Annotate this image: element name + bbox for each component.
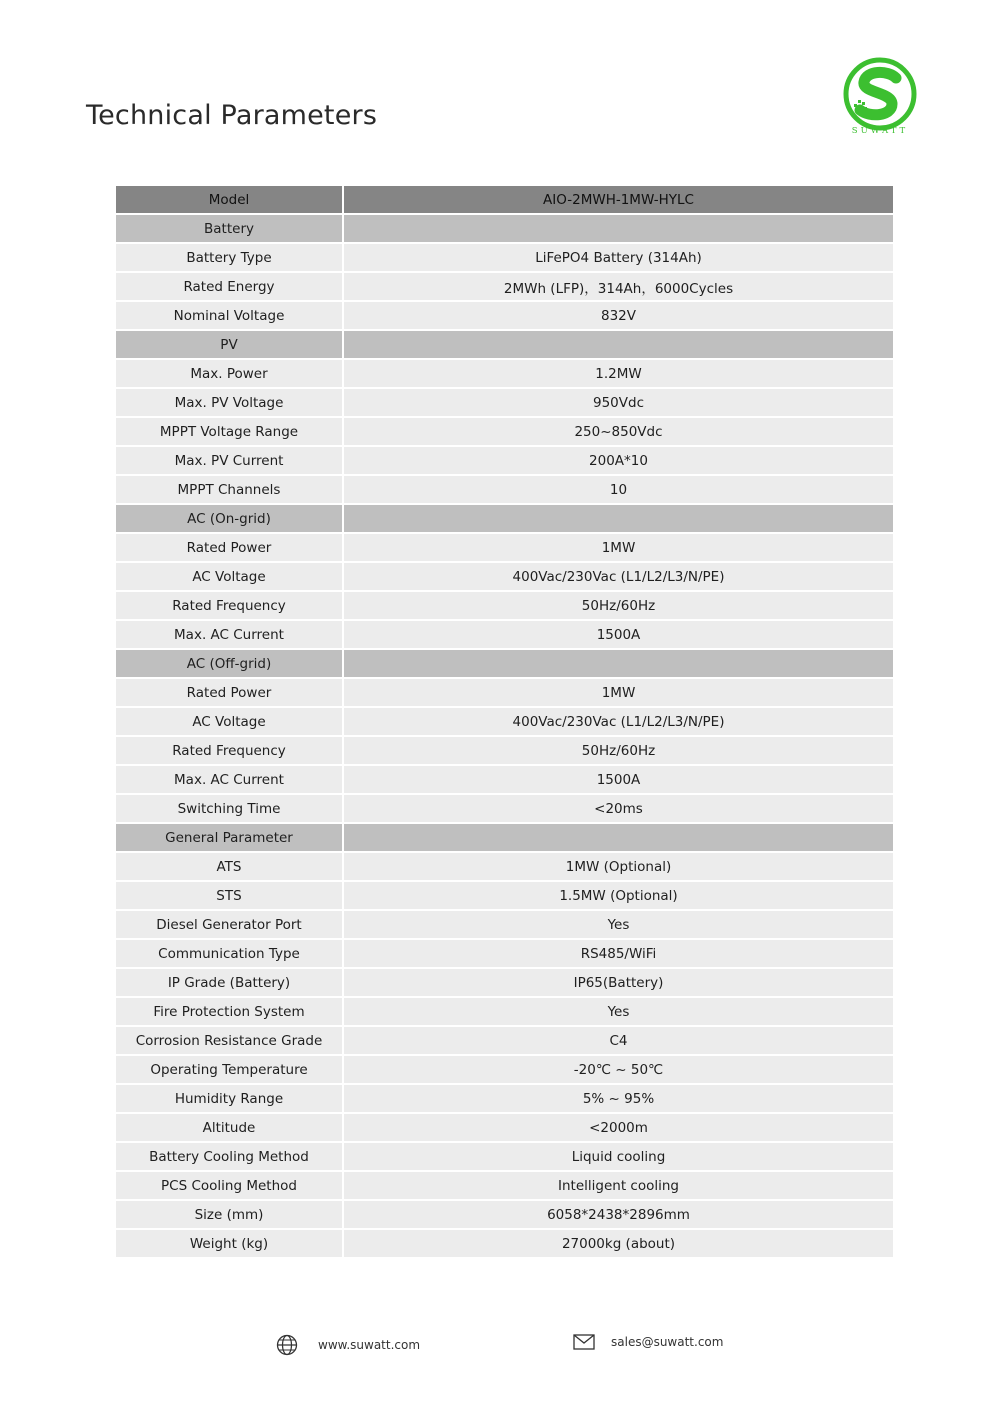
parameter-value: RS485/WiFi [344, 940, 893, 967]
table-row [116, 998, 893, 1025]
table-row [116, 360, 893, 387]
parameter-value: IP65(Battery) [344, 969, 893, 996]
parameter-label: Corrosion Resistance Grade [116, 1027, 342, 1054]
table-row [116, 1172, 893, 1199]
table-row [116, 969, 893, 996]
parameter-value: C4 [344, 1027, 893, 1054]
parameter-value: 400Vac/230Vac (L1/L2/L3/N/PE) [344, 708, 893, 735]
table-row [116, 447, 893, 474]
parameter-value [344, 824, 893, 851]
spec-table [116, 186, 893, 1259]
page-title: Technical Parameters [86, 100, 378, 131]
parameter-label: Operating Temperature [116, 1056, 342, 1083]
parameter-value: 5% ~ 95% [344, 1085, 893, 1112]
table-row [116, 476, 893, 503]
parameter-label: Diesel Generator Port [116, 911, 342, 938]
parameter-label: MPPT Channels [116, 476, 342, 503]
table-row [116, 389, 893, 416]
table-row [116, 853, 893, 880]
parameter-label: Rated Frequency [116, 592, 342, 619]
parameter-value: 1.2MW [344, 360, 893, 387]
parameter-value: 1500A [344, 766, 893, 793]
logo-wordmark: SUWATT [851, 126, 909, 136]
parameter-label: Nominal Voltage [116, 302, 342, 329]
parameter-value: <2000m [344, 1114, 893, 1141]
table-row [116, 1143, 893, 1170]
parameter-value: 6058*2438*2896mm [344, 1201, 893, 1228]
parameter-value: 1MW (Optional) [344, 853, 893, 880]
footer-website[interactable] [276, 1334, 420, 1356]
parameter-value: 250~850Vdc [344, 418, 893, 445]
table-row [116, 1056, 893, 1083]
parameter-value: Yes [344, 998, 893, 1025]
parameter-label: Rated Frequency [116, 737, 342, 764]
parameter-label: Fire Protection System [116, 998, 342, 1025]
parameter-label: Rated Power [116, 534, 342, 561]
parameter-value: Intelligent cooling [344, 1172, 893, 1199]
parameter-label: PCS Cooling Method [116, 1172, 342, 1199]
table-row [116, 592, 893, 619]
parameter-label: MPPT Voltage Range [116, 418, 342, 445]
table-row [116, 244, 893, 271]
table-section-row [116, 824, 893, 851]
table-row [116, 795, 893, 822]
parameter-value: 200A*10 [344, 447, 893, 474]
parameter-label: Max. PV Voltage [116, 389, 342, 416]
parameter-value: 1.5MW (Optional) [344, 882, 893, 909]
parameter-label: AC (On-grid) [116, 505, 342, 532]
table-row [116, 302, 893, 329]
footer-email[interactable] [573, 1334, 723, 1350]
parameter-label: PV [116, 331, 342, 358]
parameter-label: Weight (kg) [116, 1230, 342, 1257]
parameter-label: Rated Power [116, 679, 342, 706]
table-row [116, 737, 893, 764]
parameter-value: 27000kg (about) [344, 1230, 893, 1257]
table-row [116, 534, 893, 561]
table-header-row [116, 186, 893, 213]
parameter-label: Humidity Range [116, 1085, 342, 1112]
globe-icon [276, 1334, 298, 1356]
table-section-row [116, 215, 893, 242]
table-row [116, 882, 893, 909]
parameter-value: 10 [344, 476, 893, 503]
mail-icon [573, 1334, 595, 1350]
table-section-row [116, 505, 893, 532]
parameter-value: 1MW [344, 534, 893, 561]
parameter-value: 1500A [344, 621, 893, 648]
parameter-label: Battery [116, 215, 342, 242]
parameter-label: ATS [116, 853, 342, 880]
parameter-value [344, 650, 893, 677]
parameter-value [344, 215, 893, 242]
table-row [116, 1201, 893, 1228]
parameter-value: LiFePO4 Battery (314Ah) [344, 244, 893, 271]
parameter-value: AIO-2MWH-1MW-HYLC [344, 186, 893, 213]
parameter-label: Size (mm) [116, 1201, 342, 1228]
table-row [116, 708, 893, 735]
parameter-label: Communication Type [116, 940, 342, 967]
parameter-value: 50Hz/60Hz [344, 737, 893, 764]
parameter-label: Max. PV Current [116, 447, 342, 474]
parameter-label: AC (Off-grid) [116, 650, 342, 677]
table-row [116, 911, 893, 938]
parameter-value: 832V [344, 302, 893, 329]
table-row [116, 1085, 893, 1112]
parameter-label: Max. AC Current [116, 621, 342, 648]
parameter-label: Model [116, 186, 342, 213]
parameter-label: AC Voltage [116, 708, 342, 735]
table-section-row [116, 650, 893, 677]
parameter-value: 400Vac/230Vac (L1/L2/L3/N/PE) [344, 563, 893, 590]
parameter-label: Max. Power [116, 360, 342, 387]
parameter-label: STS [116, 882, 342, 909]
parameter-value: Liquid cooling [344, 1143, 893, 1170]
parameter-value: 2MWh (LFP)，314Ah，6000Cycles [344, 273, 893, 300]
table-row [116, 1114, 893, 1141]
table-row [116, 1230, 893, 1257]
table-row [116, 621, 893, 648]
parameter-label: Altitude [116, 1114, 342, 1141]
parameter-label: AC Voltage [116, 563, 342, 590]
parameter-label: Max. AC Current [116, 766, 342, 793]
parameter-value [344, 505, 893, 532]
parameter-label: Battery Type [116, 244, 342, 271]
parameter-label: IP Grade (Battery) [116, 969, 342, 996]
parameter-value [344, 331, 893, 358]
parameter-value: 950Vdc [344, 389, 893, 416]
parameter-label: Switching Time [116, 795, 342, 822]
table-row [116, 563, 893, 590]
parameter-label: Battery Cooling Method [116, 1143, 342, 1170]
parameter-value: 1MW [344, 679, 893, 706]
parameter-value: 50Hz/60Hz [344, 592, 893, 619]
table-row [116, 679, 893, 706]
table-row [116, 418, 893, 445]
parameter-value: Yes [344, 911, 893, 938]
parameter-label: General Parameter [116, 824, 342, 851]
parameter-label: Rated Energy [116, 273, 342, 300]
table-section-row [116, 331, 893, 358]
table-row [116, 273, 893, 300]
table-row [116, 766, 893, 793]
website-link[interactable]: www.suwatt.com [318, 1338, 421, 1352]
email-link[interactable]: sales@suwatt.com [611, 1335, 724, 1349]
parameter-value: <20ms [344, 795, 893, 822]
parameter-value: -20℃ ~ 50℃ [344, 1056, 893, 1083]
table-row [116, 940, 893, 967]
table-row [116, 1027, 893, 1054]
